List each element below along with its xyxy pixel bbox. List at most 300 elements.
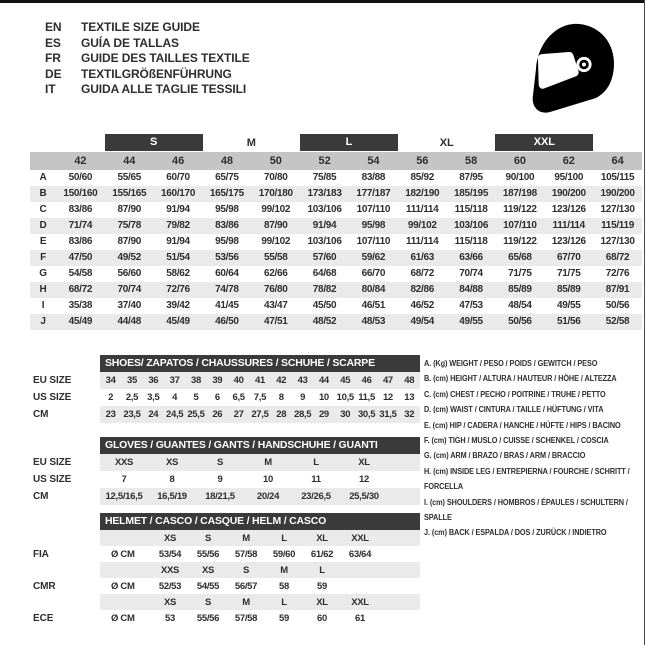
measurement-cell: 91/94 <box>166 204 190 215</box>
shoes-cell: 4 <box>172 392 178 403</box>
helmet-cell: M <box>242 532 250 544</box>
measurement-cell: 39/42 <box>166 300 190 311</box>
measurement-cell: 55/65 <box>117 172 141 183</box>
measurement-cell: 103/106 <box>454 220 489 231</box>
measurement-cell: 41/45 <box>215 300 239 311</box>
helmet-cell: Ø CM <box>111 580 135 592</box>
table-row <box>30 282 642 298</box>
shoes-cell: 35 <box>127 375 137 386</box>
language-title: TEXTILGRÖßENFÜHRUNG <box>81 66 232 81</box>
measurement-cell: 123/126 <box>551 236 586 247</box>
measurement-cell: 54/58 <box>68 268 93 279</box>
measurement-cell: 87/95 <box>459 172 483 183</box>
shoes-corner-spacer <box>33 355 100 372</box>
helmet-cell: XXL <box>351 532 369 544</box>
measurement-cell: 59/62 <box>361 252 386 263</box>
measurement-cell: 127/130 <box>600 236 635 247</box>
measurement-cell: 165/175 <box>209 188 244 199</box>
measurement-cell: 90/100 <box>505 172 535 183</box>
measurement-cell: 68/72 <box>410 268 434 279</box>
shoes-cell: 25,5 <box>187 409 205 420</box>
gloves-row-label: EU SIZE <box>33 457 72 468</box>
shoes-cell: 27 <box>233 409 244 420</box>
shoes-cell: 48 <box>404 375 415 386</box>
shoes-cell: 11,5 <box>358 392 375 403</box>
measurement-cell: 185/195 <box>454 188 489 199</box>
measurement-cell: 49/52 <box>117 252 141 263</box>
measurement-cell: 107/110 <box>356 236 391 247</box>
measurement-cell: 123/126 <box>551 204 586 215</box>
measurement-cell: 95/100 <box>554 172 584 183</box>
measurement-cell: 74/78 <box>215 284 239 295</box>
shoes-cell: 26 <box>212 409 223 420</box>
helmet-row-label <box>33 594 100 610</box>
legend-item: J. (cm) BACK / ESPALDA / DOS / ZURÜCK / INDIETRO <box>424 527 607 538</box>
gloves-size-table <box>33 437 420 505</box>
shoes-size-table <box>33 355 420 423</box>
gloves-cell: 12 <box>359 474 369 485</box>
helmet-cell: 54/55 <box>196 580 220 592</box>
language-code: EN <box>45 20 62 34</box>
measurement-cell: 43/47 <box>263 300 288 311</box>
shoes-cell: 40 <box>233 375 244 386</box>
measurement-cell: 48/53 <box>361 316 386 327</box>
helmet-cell: 55/56 <box>196 612 220 624</box>
language-code: DE <box>45 66 62 81</box>
gloves-cell: 10 <box>263 474 273 485</box>
measurement-cell: 83/88 <box>361 172 386 183</box>
size-group-xl: XL <box>439 136 454 149</box>
measurement-cell: 37/40 <box>117 300 141 311</box>
measurement-cell: 119/122 <box>503 236 537 247</box>
measurement-cell: 173/183 <box>307 188 342 199</box>
helmet-cell: L <box>281 532 287 544</box>
language-title: GUIDE DES TAILLES TEXTILE <box>81 51 250 66</box>
shoes-cell: 3,5 <box>147 392 160 403</box>
gloves-cell: 16,5/19 <box>157 491 187 502</box>
measurement-cell: 187/198 <box>502 188 537 199</box>
size-number-cell: 58 <box>465 155 478 167</box>
helmet-cell: 60 <box>317 612 327 624</box>
measurement-cell: 85/92 <box>410 172 434 183</box>
shoes-cell: 6,5 <box>232 392 245 403</box>
measurement-cell: 46/50 <box>215 316 239 327</box>
measurement-cell: 75/78 <box>117 220 141 231</box>
measurement-cell: 115/119 <box>601 220 635 231</box>
helmet-cell: 57/58 <box>234 548 258 560</box>
legend-item: A. (Kg) WEIGHT / PESO / POIDS / GEWITCH / PESO <box>424 358 598 368</box>
helmet-cell: XS <box>163 532 177 544</box>
measurement-cell: 48/52 <box>312 316 337 327</box>
helmet-cell: 59 <box>317 580 327 592</box>
shoes-cell: 44 <box>318 375 329 386</box>
helmet-cell: 59/60 <box>272 548 296 560</box>
measurement-rows <box>30 170 642 330</box>
measurement-cell: 47/53 <box>459 300 483 311</box>
measurement-cell: 46/52 <box>410 300 434 311</box>
helmet-cell: S <box>242 564 250 576</box>
shoes-cell: 37 <box>169 375 180 386</box>
gloves-row-cells <box>100 471 420 488</box>
shoes-cell: 41 <box>254 375 265 386</box>
measurement-cell: 49/55 <box>556 300 581 311</box>
size-number-cell: 64 <box>611 155 624 167</box>
measurement-cell: 103/106 <box>307 236 342 247</box>
measurement-cell: 155/165 <box>112 188 147 199</box>
shoes-cell: 8 <box>278 392 284 403</box>
gloves-cell: 23/26,5 <box>301 491 331 502</box>
measurement-cell: 190/200 <box>551 188 586 199</box>
legend-item: I. (cm) SHOULDERS / HOMBROS / ÉPAULES / SCHULTERN / SPALLE <box>424 496 628 523</box>
helmet-cell: 55/56 <box>196 548 220 560</box>
size-group-s: S <box>105 134 203 151</box>
measurement-cell: 95/98 <box>215 236 239 247</box>
helmet-cell: XL <box>316 596 328 608</box>
measurement-cell: 65/75 <box>215 172 239 183</box>
shoes-cell: 46 <box>361 375 372 386</box>
shoes-cell: 2,5 <box>125 392 139 403</box>
gloves-cell: 9 <box>217 474 223 485</box>
shoes-cell: 43 <box>297 375 308 386</box>
measurement-cell: 49/54 <box>410 316 434 327</box>
shoes-table-title: SHOES/ ZAPATOS / CHAUSSURES / SCHUHE / SCARPE <box>100 355 420 372</box>
measurement-cell: 177/187 <box>356 188 391 199</box>
measurement-cell: 80/84 <box>361 284 386 295</box>
table-row <box>30 186 642 202</box>
shoes-cell: 36 <box>148 375 159 386</box>
measurement-cell: 46/51 <box>361 300 386 311</box>
measurement-cell: 65/68 <box>508 252 532 263</box>
shoes-cell: 42 <box>276 375 287 386</box>
racing-helmet-icon <box>522 22 622 117</box>
gloves-cell: XL <box>358 457 370 468</box>
measurement-cell: 48/54 <box>508 300 532 311</box>
table-row <box>30 250 642 266</box>
gloves-table-title: GLOVES / GUANTES / GANTS / HANDSCHUHE / GUANTI <box>100 437 420 454</box>
shoes-cell: 29 <box>318 409 329 420</box>
shoes-row-cells <box>100 372 420 389</box>
shoes-cell: 31,5 <box>379 409 397 420</box>
size-group-row <box>30 133 642 152</box>
helmet-cell: 53/54 <box>158 548 182 560</box>
helmet-cell: M <box>280 564 288 576</box>
measurement-cell: 150/160 <box>63 188 98 199</box>
row-letter: C <box>39 204 47 215</box>
gloves-cell: XXS <box>114 457 134 468</box>
measurement-cell: 115/118 <box>454 236 488 247</box>
shoes-cell: 7,5 <box>253 392 267 403</box>
gloves-row-label: US SIZE <box>33 474 72 485</box>
shoes-cell: 39 <box>212 375 223 386</box>
shoes-cell: 28 <box>276 409 287 420</box>
measurement-cell: 105/115 <box>600 172 635 183</box>
row-letter: F <box>40 252 46 263</box>
shoes-cell: 10,5 <box>336 392 354 403</box>
helmet-row-cells <box>100 562 420 578</box>
row-letter: D <box>39 220 47 231</box>
measurement-cell: 99/102 <box>407 220 437 231</box>
measurement-cell: 99/102 <box>261 236 291 247</box>
helmet-cell: Ø CM <box>111 548 135 560</box>
helmet-cell: XXL <box>351 596 369 608</box>
measurement-cell: 119/122 <box>503 204 537 215</box>
shoes-cell: 6 <box>214 392 220 403</box>
measurement-cell: 115/118 <box>454 204 488 215</box>
measurement-cell: 76/80 <box>263 284 288 295</box>
measurement-cell: 45/50 <box>312 300 337 311</box>
table-row <box>30 234 642 250</box>
measurement-cell: 57/60 <box>312 252 337 263</box>
row-letter: B <box>39 188 47 199</box>
shoes-cell: 13 <box>404 392 415 403</box>
measurement-cell: 51/54 <box>166 252 190 263</box>
helmet-cell: S <box>204 532 212 544</box>
measurement-cell: 91/94 <box>312 220 337 231</box>
measurement-cell: 82/86 <box>410 284 434 295</box>
size-group-m: M <box>246 136 256 149</box>
measurement-cell: 87/90 <box>117 204 141 215</box>
measurement-cell: 107/110 <box>503 220 537 231</box>
shoes-cell: 34 <box>105 375 116 386</box>
size-number-cell: 50 <box>269 155 282 167</box>
helmet-row-cells <box>100 610 420 626</box>
legend-item: G. (cm) ARM / BRAZO / BRAS / ARM / BRACCIO <box>424 450 586 461</box>
measurement-cell: 63/66 <box>459 252 483 263</box>
measurement-cell: 52/58 <box>605 316 630 327</box>
measurement-cell: 78/82 <box>312 284 337 295</box>
legend-item: H. (cm) INSIDE LEG / ENTREPIERNA / FOURCHE / SCHRITT / FORCELLA <box>424 465 630 492</box>
measurement-cell: 87/90 <box>263 220 288 231</box>
helmet-cell: XXS <box>160 564 180 576</box>
measurement-cell: 66/70 <box>361 268 386 279</box>
gloves-cell: S <box>216 457 224 468</box>
shoes-cell: 45 <box>340 375 351 386</box>
measurement-cell: 44/48 <box>117 316 141 327</box>
size-group-l: L <box>300 134 398 151</box>
measurement-cell: 95/98 <box>215 204 239 215</box>
measurement-cell: 50/56 <box>605 300 630 311</box>
measurement-cell: 50/60 <box>68 172 93 183</box>
gloves-row-cells <box>100 454 420 471</box>
helmet-cell: Ø CM <box>111 612 135 624</box>
measurement-cell: 50/56 <box>508 316 532 327</box>
measurement-cell: 83/86 <box>68 236 93 247</box>
shoes-cell: 12 <box>382 392 393 403</box>
helmet-row-label: FIA <box>33 548 49 560</box>
measurement-cell: 68/72 <box>605 252 630 263</box>
measurement-cell: 182/190 <box>405 188 440 199</box>
helmet-row-label <box>33 562 100 578</box>
measurement-cell: 53/56 <box>215 252 239 263</box>
legend-item: F. (cm) TIGH / MUSLO / CUISSE / SCHENKEL / COSCIA <box>424 435 609 446</box>
shoes-cell: 38 <box>190 375 201 386</box>
shoes-cell: 30 <box>340 409 351 420</box>
helmet-cell: M <box>242 596 250 608</box>
measurement-cell: 190/200 <box>600 188 635 199</box>
language-title: TEXTILE SIZE GUIDE <box>81 20 200 34</box>
measurement-cell: 85/89 <box>556 284 581 295</box>
helmet-cell: 59 <box>279 612 289 624</box>
gloves-row-label: CM <box>33 491 49 502</box>
measurement-cell: 60/64 <box>215 268 239 279</box>
size-row-spacer <box>30 152 56 170</box>
measurement-cell: 49/55 <box>459 316 483 327</box>
shoes-cell: 9 <box>300 392 306 403</box>
shoes-row-cells <box>100 406 420 423</box>
measurement-cell: 87/91 <box>605 284 630 295</box>
measurement-cell: 85/89 <box>508 284 532 295</box>
helmet-row-label: ECE <box>33 612 54 624</box>
measurement-cell: 111/114 <box>552 220 585 231</box>
shoes-cell: 30,5 <box>357 409 376 420</box>
measurement-cell: 75/85 <box>312 172 337 183</box>
measurement-cell: 170/180 <box>258 188 293 199</box>
shoes-cell: 5 <box>193 392 199 403</box>
table-row <box>30 266 642 282</box>
language-code: ES <box>45 35 61 50</box>
row-letter: G <box>39 268 47 279</box>
measurement-cell: 35/38 <box>68 300 93 311</box>
measurement-cell: 72/76 <box>605 268 630 279</box>
measurement-cell: 70/74 <box>459 268 483 279</box>
helmet-cell: XS <box>163 596 177 608</box>
language-title: GUÍA DE TALLAS <box>81 35 179 50</box>
measurement-cell: 64/68 <box>312 268 337 279</box>
size-number-cell: 62 <box>562 155 575 167</box>
shoes-cell: 32 <box>404 409 415 420</box>
legend-item: C. (cm) CHEST / PECHO / POITRINE / TRUHE / PETTO <box>424 388 606 399</box>
legend-item: B. (cm) HEIGHT / ALTURA / HAUTEUR / HÖHE / ALTEZZA <box>424 373 617 384</box>
helmet-cell: 52/53 <box>158 580 182 592</box>
shoes-cell: 24,5 <box>166 409 184 420</box>
shoes-cell: 2 <box>108 392 114 403</box>
measurement-cell: 79/82 <box>166 220 190 231</box>
gloves-cell: 25,5/30 <box>349 491 379 502</box>
size-number-row <box>30 152 642 170</box>
measurement-cell: 72/76 <box>166 284 190 295</box>
measurement-cell: 83/86 <box>215 220 239 231</box>
table-row <box>30 298 642 314</box>
gloves-cell: 7 <box>121 474 127 485</box>
shoes-row-cells <box>100 389 420 406</box>
helmet-cell: 57/58 <box>234 612 258 624</box>
size-number-cell: 46 <box>172 155 185 167</box>
helmet-cell: S <box>204 596 212 608</box>
measurement-cell: 127/130 <box>600 204 635 215</box>
gloves-cell: 18/21,5 <box>205 491 235 502</box>
language-row <box>45 67 250 83</box>
size-number-cell: 44 <box>123 155 136 167</box>
measurement-cell: 68/72 <box>68 284 93 295</box>
language-row <box>45 36 250 52</box>
helmet-corner-spacer <box>33 513 100 530</box>
shoes-row-label: EU SIZE <box>33 375 72 386</box>
gloves-cell: 11 <box>311 474 321 485</box>
helmet-cell: 63/64 <box>348 548 372 560</box>
helmet-cell: 53 <box>165 612 175 624</box>
helmet-row-cells <box>100 594 420 610</box>
shoes-row-label: US SIZE <box>33 392 72 403</box>
measurement-cell: 160/170 <box>161 188 196 199</box>
measurement-cell: 62/66 <box>263 268 288 279</box>
measurement-cell: 87/90 <box>117 236 141 247</box>
shoes-cell: 47 <box>382 375 393 386</box>
language-code: FR <box>45 51 61 66</box>
measurement-cell: 95/98 <box>361 220 386 231</box>
helmet-table-title: HELMET / CASCO / CASQUE / HELM / CASCO <box>100 513 420 530</box>
measurement-cell: 45/49 <box>68 316 93 327</box>
helmet-row-cells <box>100 546 420 562</box>
gloves-cell: L <box>313 457 319 468</box>
measurement-cell: 103/106 <box>307 204 342 215</box>
textile-size-table <box>30 133 642 330</box>
helmet-cell: XS <box>201 564 215 576</box>
measurement-cell: 60/70 <box>166 172 190 183</box>
row-letter: H <box>39 284 47 295</box>
helmet-cell: 56/57 <box>234 580 258 592</box>
shoes-row-label: CM <box>33 409 49 420</box>
shoes-cell: 10 <box>318 392 329 403</box>
measurement-cell: 67/70 <box>556 252 581 263</box>
language-row <box>45 51 250 67</box>
helmet-row-cells <box>100 530 420 546</box>
size-number-cell: 54 <box>367 155 380 167</box>
gloves-row-cells <box>100 488 420 505</box>
gloves-corner-spacer <box>33 437 100 454</box>
language-code: IT <box>45 82 56 97</box>
row-letter: E <box>39 236 47 247</box>
measurement-cell: 47/50 <box>68 252 93 263</box>
measurement-cell: 55/58 <box>263 252 288 263</box>
table-row <box>30 170 642 186</box>
row-letter: A <box>39 172 47 183</box>
size-number-cell: 48 <box>220 155 233 167</box>
table-row <box>30 314 642 330</box>
measurement-legend <box>424 356 642 541</box>
language-header <box>45 20 250 98</box>
measurement-cell: 51/56 <box>556 316 581 327</box>
helmet-cell: 61/62 <box>310 548 334 560</box>
table-row <box>30 202 642 218</box>
language-title: GUIDA ALLE TAGLIE TESSILI <box>81 82 247 97</box>
size-number-cell: 56 <box>416 155 429 167</box>
shoes-cell: 27,5 <box>251 409 269 420</box>
measurement-cell: 45/49 <box>166 316 190 327</box>
measurement-cell: 91/94 <box>166 236 190 247</box>
helmet-row-label <box>33 530 100 546</box>
helmet-size-table <box>33 513 420 626</box>
top-border-line <box>0 0 645 3</box>
helmet-cell: XL <box>316 532 328 544</box>
helmet-cell: 61 <box>355 612 365 624</box>
measurement-cell: 70/74 <box>117 284 141 295</box>
size-number-cell: 52 <box>318 155 331 167</box>
helmet-cell: 58 <box>279 580 289 592</box>
gloves-cell: 20/24 <box>256 491 280 502</box>
helmet-cell: L <box>319 564 325 576</box>
measurement-cell: 71/75 <box>508 268 532 279</box>
legend-item: E. (cm) HIP / CADERA / HANCHE / HÜFTE / HIPS / BACINO <box>424 419 621 430</box>
shoes-cell: 28,5 <box>293 409 312 420</box>
row-letter: I <box>41 300 45 311</box>
helmet-row-cells <box>100 578 420 594</box>
shoes-cell: 24 <box>148 409 159 420</box>
measurement-cell: 83/86 <box>68 204 93 215</box>
measurement-cell: 58/62 <box>166 268 190 279</box>
measurement-cell: 71/75 <box>556 268 581 279</box>
size-group-xxl: XXL <box>495 134 593 151</box>
measurement-cell: 111/114 <box>406 236 439 247</box>
